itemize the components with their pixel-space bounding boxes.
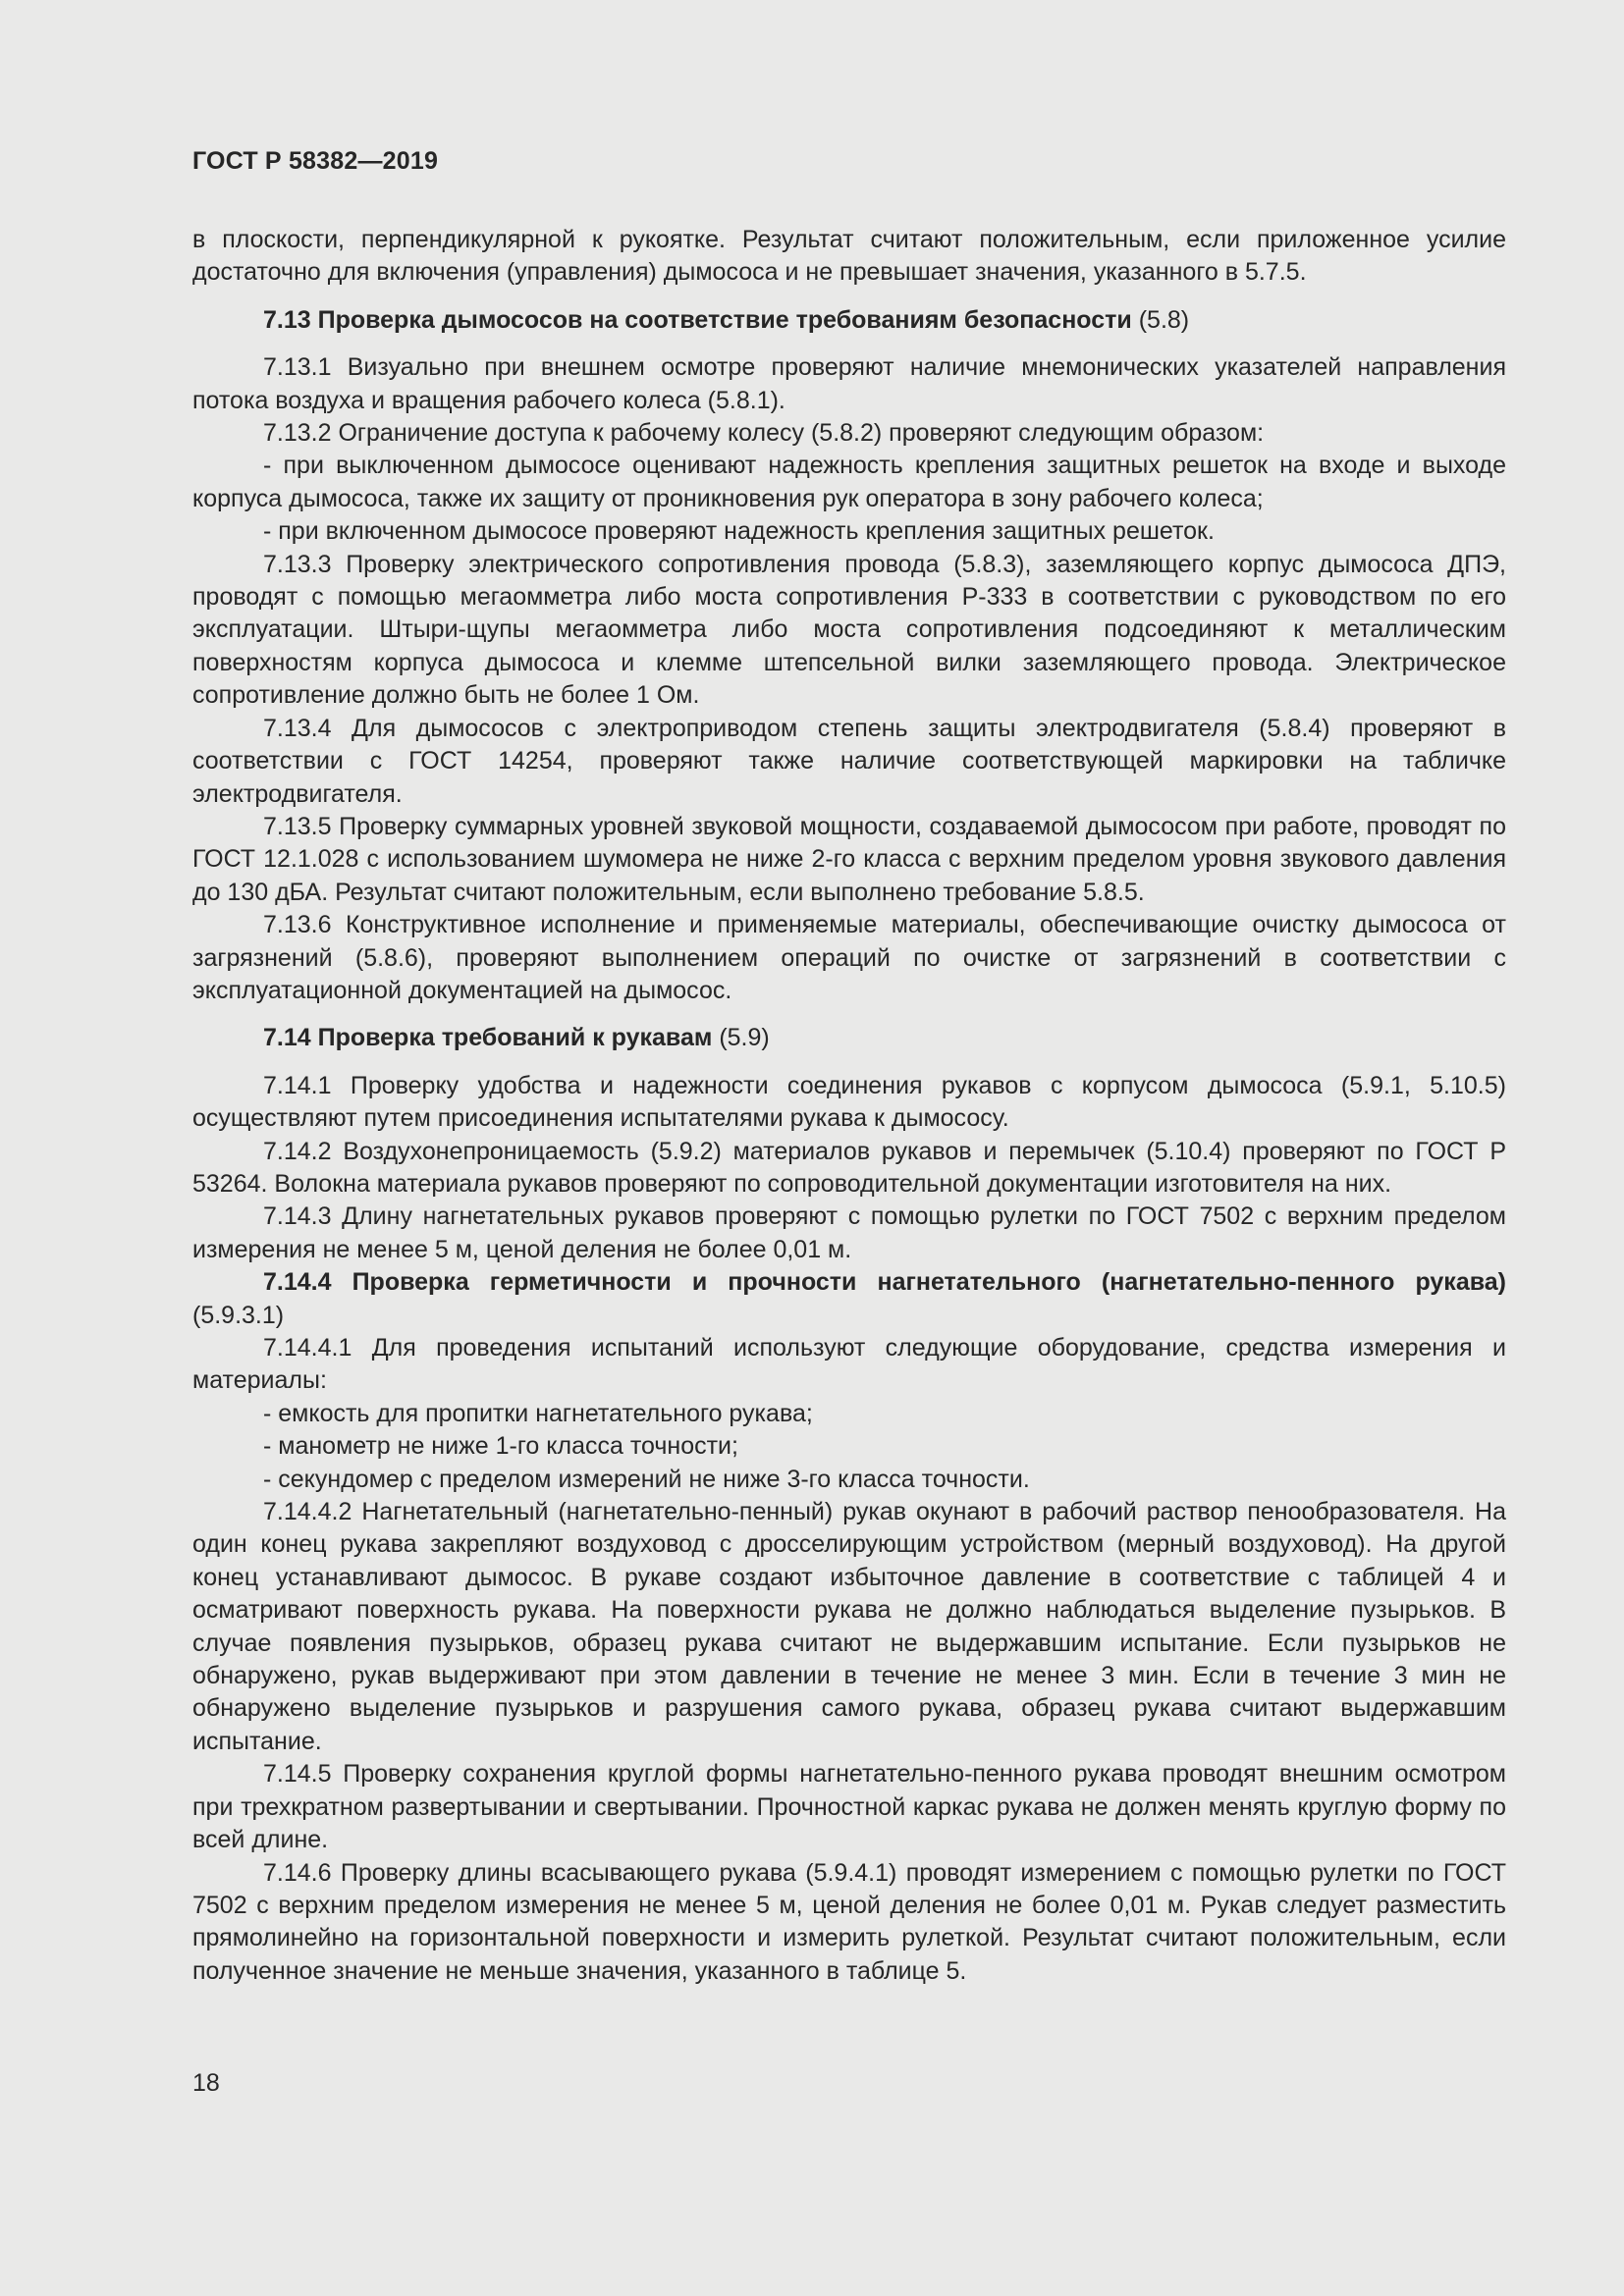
paragraph-7-14-2: 7.14.2 Воздухонепроницаемость (5.9.2) материалов рукавов и перемычек (5.10.4) проверяют по ГОСТ Р 53264. Волокна материала рукавов проверяют по сопроводительной документации изготовителя на них. xyxy=(192,1137,1506,1198)
paragraph-7-13-6: 7.13.6 Конструктивное исполнение и применяемые материалы, обеспечивающие очистку дымососа от загрязнений (5.8.6), проверяют выполнением операций по очистке от загрязнений в соответствии с эксплуатационной документацией на дымосос. xyxy=(192,911,1506,1004)
section-title-7-13 xyxy=(192,304,1506,337)
document-body xyxy=(192,224,1506,1988)
section-title-7-13-ref: (5.8) xyxy=(1131,305,1190,334)
paragraph-7-14-4-ref: (5.9.3.1) xyxy=(192,1301,285,1329)
list-item-7-14-4-1-a: - емкость для пропитки нагнетательного рукава; xyxy=(263,1399,813,1427)
paragraph-7-14-1: 7.14.1 Проверку удобства и надежности соединения рукавов с корпусом дымососа (5.9.1, 5.10.5) осуществляют путем присоединения испытателями рукава к дымососу. xyxy=(192,1071,1506,1133)
paragraph-7-14-4-2: 7.14.4.2 Нагнетательный (нагнетательно-пенный) рукав окунают в рабочий раствор пенообразователя. На один конец рукава закрепляют воздуховод с дросселирующим устройством (мерный воздуховод). На другой конец устанавливают дымосос. В рукаве создают избыточное давление в соответствие с таблицей 4 и осматривают поверхность рукава. На поверхности рукава не должно наблюдаться выделение пузырьков. В случае появления пузырьков, образец рукава считают не выдержавшим испытание. Если пузырьков не обнаружено, рукав выдерживают при этом давлении в течение не менее 3 мин. Если в течение 3 мин не обнаружено выделение пузырьков и разрушения самого рукава, образец рукава считают выдержавшим испытание. xyxy=(192,1498,1506,1755)
list-item-7-13-2-b: - при включенном дымососе проверяют надежность крепления защитных решеток. xyxy=(263,517,1215,546)
list-item-7-14-4-1-b: - манометр не ниже 1-го класса точности; xyxy=(263,1432,738,1461)
section-title-7-13-text: 7.13 Проверка дымососов на соответствие требованиям безопасности xyxy=(263,305,1132,334)
paragraph-7-14-3: 7.14.3 Длину нагнетательных рукавов проверяют с помощью рулетки по ГОСТ 7502 с верхним пределом измерения не менее 5 м, ценой деления не более 0,01 м. xyxy=(192,1202,1506,1263)
list-item-7-14-4-1-c: - секундомер с пределом измерений не ниже 3-го класса точности. xyxy=(263,1465,1030,1493)
paragraph-7-14-4-1: 7.14.4.1 Для проведения испытаний используют следующие оборудование, средства измерения и материалы: xyxy=(192,1334,1506,1395)
document-header: ГОСТ Р 58382—2019 xyxy=(192,147,439,175)
paragraph-7-14-6: 7.14.6 Проверку длины всасывающего рукава (5.9.4.1) проводят измерением с помощью рулетки по ГОСТ 7502 с верхним пределом измерения не менее 5 м, ценой деления не более 0,01 м. Рукав следует разместить прямолинейно на горизонтальной поверхности и измерить рулеткой. Результат считают положительным, если полученное значение не меньше значения, указанного в таблице 5. xyxy=(192,1858,1506,1985)
list-item-7-13-2-a: - при выключенном дымососе оценивают надежность крепления защитных решеток на входе и выходе корпуса дымососа, также их защиту от проникновения рук оператора в зону рабочего колеса; xyxy=(192,452,1506,512)
paragraph-7-13-4: 7.13.4 Для дымососов с электроприводом степень защиты электродвигателя (5.8.4) проверяют в соответствии с ГОСТ 14254, проверяют также наличие соответствующей маркировки на табличке электродвигателя. xyxy=(192,714,1506,808)
paragraph-7-13-2: 7.13.2 Ограничение доступа к рабочему колесу (5.8.2) проверяют следующим образом: xyxy=(263,419,1265,448)
paragraph-7-14-4-title: 7.14.4 Проверка герметичности и прочности нагнетательного (нагнетательно-пенного рукава) xyxy=(263,1268,1506,1297)
paragraph-7-13-5: 7.13.5 Проверку суммарных уровней звуковой мощности, создаваемой дымососом при работе, проводят по ГОСТ 12.1.028 с использованием шумомера не ниже 2-го класса с верхним пределом уровня звукового давления до 130 дБА. Результат считают положительным, если выполнено требование 5.8.5. xyxy=(192,812,1506,906)
section-title-7-14-ref: (5.9) xyxy=(712,1024,770,1052)
paragraph-7-14-4 xyxy=(192,1266,1506,1332)
paragraph-7-14-5: 7.14.5 Проверку сохранения круглой формы нагнетательно-пенного рукава проводят внешним осмотром при трехкратном развертывании и свертывании. Прочностной каркас рукава не должен менять круглую форму по всей длине. xyxy=(192,1760,1506,1854)
paragraph-continuation: в плоскости, перпендикулярной к рукоятке. Результат считают положительным, если приложенное усилие достаточно для включения (управления) дымососа и не превышает значения, указанного в 5.7.5. xyxy=(192,226,1506,287)
section-title-7-14 xyxy=(192,1022,1506,1054)
paragraph-7-13-3: 7.13.3 Проверку электрического сопротивления провода (5.8.3), заземляющего корпус дымососа ДПЭ, проводят с помощью мегаомметра либо моста сопротивления Р-333 в соответствии с руководством по его эксплуатации. Штыри-щупы мегаомметра либо моста сопротивления подсоединяют к металлическим поверхностям корпуса дымососа и клемме штепсельной вилки заземляющего провода. Электрическое сопротивление должно быть не более 1 Ом. xyxy=(192,550,1506,710)
section-title-7-14-text: 7.14 Проверка требований к рукавам xyxy=(263,1024,713,1052)
page-number: 18 xyxy=(192,2069,220,2097)
paragraph-7-13-1: 7.13.1 Визуально при внешнем осмотре проверяют наличие мнемонических указателей направления потока воздуха и вращения рабочего колеса (5.8.1). xyxy=(192,353,1506,414)
